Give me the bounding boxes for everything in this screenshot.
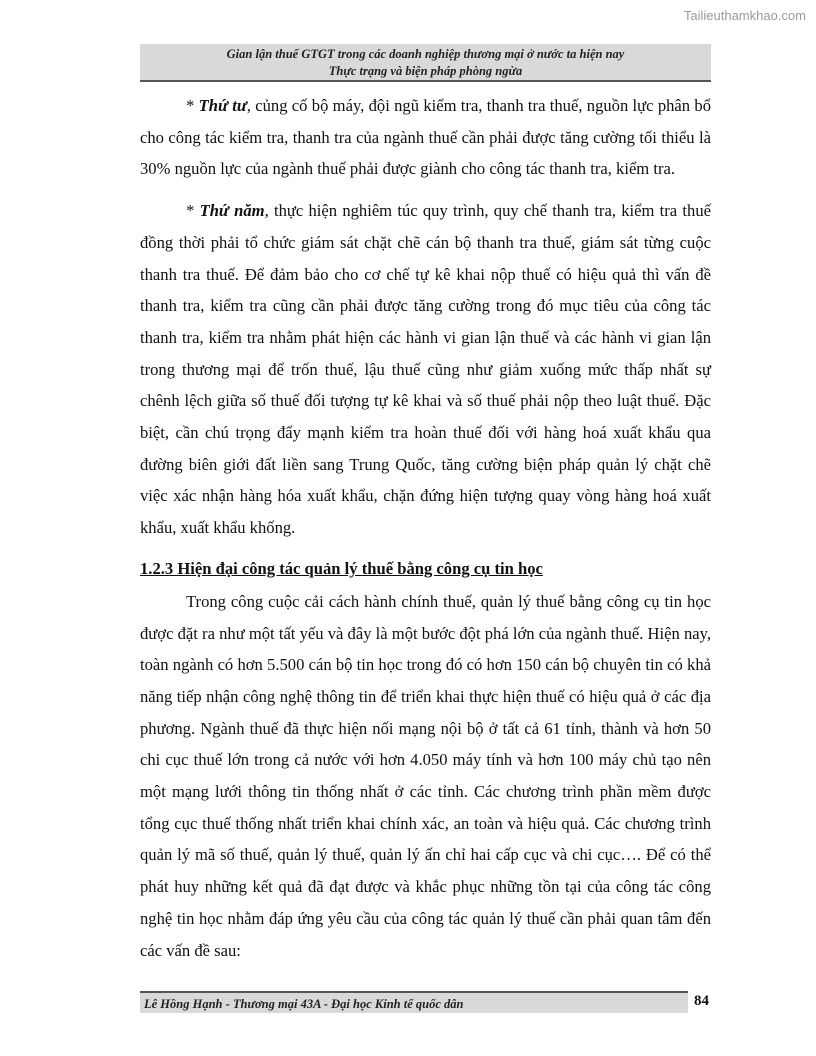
page-header (140, 44, 711, 82)
paragraph-text: , củng cố bộ máy, đội ngũ kiểm tra, thanh tra thuế, nguồn lực phân bổ cho công tác kiểm tra, thanh tra của ngành thuế cần phải được tăng cường tối thiểu là 30% nguồn lực của ngành thuế phải được giành cho công tác thanh tra, kiểm tra. (140, 96, 711, 179)
watermark: Tailieuthamkhao.com (683, 8, 806, 23)
paragraph-thu-nam (140, 195, 711, 544)
emphasis-thu-nam: Thứ năm (199, 201, 265, 221)
section-heading: 1.2.3 Hiện đại công tác quản lý thuế bằng công cụ tin học (140, 558, 543, 578)
emphasis-thu-tu: Thứ tư (198, 96, 247, 115)
page-footer: Lê Hồng Hạnh - Thương mại 43A - Đại học Kinh tế quốc dân (140, 991, 688, 1013)
document-body (140, 90, 711, 966)
header-title-line2: Thực trạng và biện pháp phòng ngừa (328, 64, 523, 78)
header-title-line1: Gian lận thuế GTGT trong các doanh nghiệp thương mại ở nước ta hiện nay (226, 47, 625, 61)
paragraph-thu-tu (140, 90, 711, 185)
paragraph-section-body: Trong công cuộc cải cách hành chính thuế, quản lý thuế bằng công cụ tin học được đặt ra như một tất yếu và đây là một bước đột phá lớn của ngành thuế. Hiện nay, toàn ngành có hơn 5.500 cán bộ tin học trong đó có hơn 150 cán bộ chuyên tin có khả năng tiếp nhận công nghệ thông tin để triển khai thực hiện thuế có hiệu quả ở các địa phương. Ngành thuế đã thực hiện nối mạng nội bộ ở tất cả 61 tỉnh, thành và hơn 50 chi cục thuế lớn trong cả nước với hơn 4.050 máy tính và hơn 100 máy chủ tạo nên một mạng lưới thông tin thống nhất ở các tỉnh. Các chương trình phần mềm được tổng cục thuế thống nhất triển khai chính xác, an toàn và hiệu quả. Các chương trình quản lý mã số thuế, quản lý thuế, quản lý ấn chỉ hai cấp cục và chi cục…. Để có thể phát huy những kết quả đã đạt được và khắc phục những tồn tại của công tác công nghệ tin học nhằm đáp ứng yêu cầu của công tác quản lý thuế cần phải quan tâm đến các vấn đề sau: (140, 591, 711, 960)
bullet-prefix: * (186, 201, 200, 221)
bullet-prefix: * (186, 96, 199, 115)
page-number: 84 (694, 993, 709, 1009)
paragraph-text: , thực hiện nghiêm túc quy trình, quy chế thanh tra, kiểm tra thuế đồng thời phải tổ chức giám sát chặt chẽ cán bộ thanh tra thuế, giám sát từng cuộc thanh tra thuế. Để đảm bảo cho cơ chế tự kê khai nộp thuế có hiệu quả thì vấn đề thanh tra, kiểm tra cũng cần phải được tăng cường trong đó mục tiêu của công tác thanh tra, kiểm tra nhằm phát hiện các hành vi gian lận thuế và các hành vi gian lận trong thương mại để trốn thuế, lậu thuế cũng như giảm xuống mức thấp nhất sự chênh lệch giữa số thuế đối tượng tự kê khai và số thuế phải nộp theo luật thuế. Đặc biệt, cần chú trọng đẩy mạnh kiểm tra hoàn thuế đối với hàng hoá xuất khẩu qua đường biên giới đất liền sang Trung Quốc, tăng cường biện pháp quản lý chặt chẽ việc xác nhận hàng hóa xuất khẩu, chặn đứng hiện tượng quay vòng hàng hoá xuất khẩu, xuất khẩu khống. (140, 201, 711, 538)
